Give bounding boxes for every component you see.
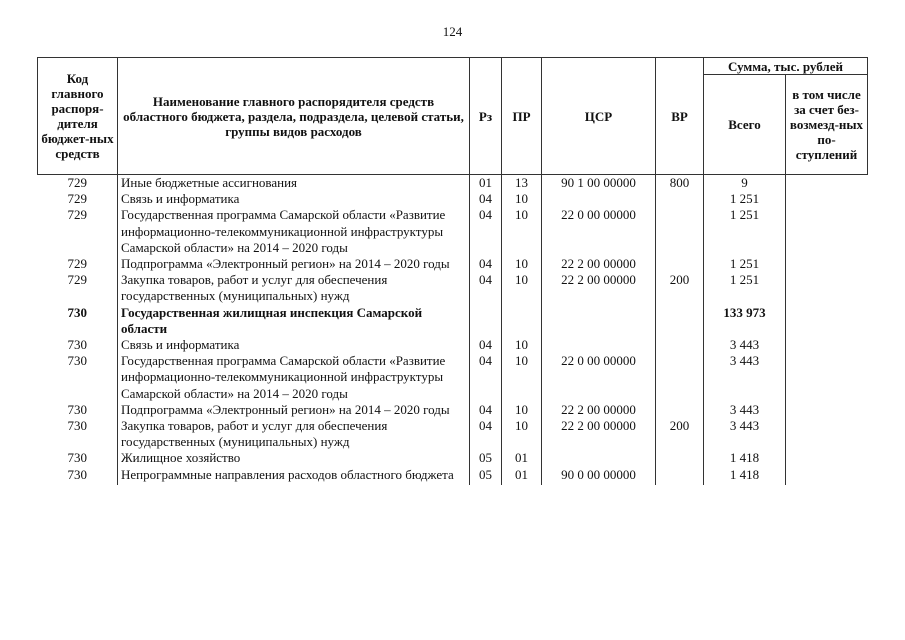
code-cell: 730 xyxy=(67,401,87,417)
rz-cell: 04 xyxy=(470,256,502,272)
incl-cell xyxy=(786,418,868,450)
header-name: Наименование главного распорядителя средств областного бюджета, раздела, подраздела, целевой статьи, группы видов расходов xyxy=(118,58,470,175)
name-cell: Государственная программа Самарской области «Развитие информационно-телекоммуникационной инфраструктуры Самарской области» на 2014 – 2020 годы xyxy=(118,207,470,256)
table-row xyxy=(38,256,868,272)
total-cell: 1 418 xyxy=(704,450,786,466)
code-cell: 730 xyxy=(67,353,87,369)
table-row xyxy=(38,175,868,192)
csr-cell: 22 2 00 00000 xyxy=(542,256,656,272)
total-cell: 133 973 xyxy=(704,305,786,337)
name-cell: Связь и информатика xyxy=(118,337,470,353)
pr-cell: 01 xyxy=(502,450,542,466)
pr-cell: 10 xyxy=(502,272,542,304)
total-cell: 1 251 xyxy=(704,272,786,304)
code-cell: 730 xyxy=(67,418,87,434)
total-cell: 3 443 xyxy=(704,353,786,402)
csr-cell: 22 0 00 00000 xyxy=(542,207,656,256)
code-cell: 730 xyxy=(67,337,87,353)
incl-cell xyxy=(786,467,868,485)
total-cell: 3 443 xyxy=(704,418,786,450)
header-rz: Рз xyxy=(470,58,502,175)
pr-cell: 10 xyxy=(502,402,542,418)
code-cell: 730 xyxy=(67,450,87,466)
csr-cell: 22 2 00 00000 xyxy=(542,418,656,450)
vr-cell xyxy=(656,467,704,485)
incl-cell xyxy=(786,207,868,256)
csr-cell xyxy=(542,305,656,337)
name-cell: Подпрограмма «Электронный регион» на 2014 – 2020 годы xyxy=(118,256,470,272)
total-cell: 3 443 xyxy=(704,402,786,418)
pr-cell: 10 xyxy=(502,256,542,272)
incl-cell xyxy=(786,272,868,304)
name-cell: Государственная жилищная инспекция Самарской области xyxy=(118,305,470,337)
vr-cell: 200 xyxy=(656,272,704,304)
incl-cell xyxy=(786,256,868,272)
csr-cell xyxy=(542,191,656,207)
pr-cell: 10 xyxy=(502,207,542,256)
name-cell: Закупка товаров, работ и услуг для обеспечения государственных (муниципальных) нужд xyxy=(118,272,470,304)
rz-cell: 04 xyxy=(470,402,502,418)
budget-table xyxy=(37,57,868,485)
vr-cell xyxy=(656,305,704,337)
code-cell: 729 xyxy=(67,207,87,223)
vr-cell: 200 xyxy=(656,418,704,450)
incl-cell xyxy=(786,353,868,402)
csr-cell: 90 0 00 00000 xyxy=(542,467,656,485)
code-cell: 729 xyxy=(67,272,87,288)
header-pr: ПР xyxy=(502,58,542,175)
csr-cell xyxy=(542,337,656,353)
incl-cell xyxy=(786,450,868,466)
table-row xyxy=(38,418,868,450)
rz-cell: 04 xyxy=(470,207,502,256)
code-cell: 729 xyxy=(67,256,87,272)
pr-cell xyxy=(502,305,542,337)
rz-cell: 04 xyxy=(470,191,502,207)
pr-cell: 13 xyxy=(502,175,542,192)
table-row xyxy=(38,450,868,466)
incl-cell xyxy=(786,337,868,353)
incl-cell xyxy=(786,402,868,418)
table-row xyxy=(38,467,868,485)
total-cell: 1 251 xyxy=(704,207,786,256)
table-row xyxy=(38,207,868,256)
rz-cell: 01 xyxy=(470,175,502,192)
name-cell: Связь и информатика xyxy=(118,191,470,207)
total-cell: 1 251 xyxy=(704,256,786,272)
header-incl: в том числе за счет без-возмезд-ных по-ступлений xyxy=(786,75,868,175)
csr-cell xyxy=(542,450,656,466)
name-cell: Закупка товаров, работ и услуг для обеспечения государственных (муниципальных) нужд xyxy=(118,418,470,450)
csr-cell: 22 2 00 00000 xyxy=(542,402,656,418)
name-cell: Государственная программа Самарской области «Развитие информационно-телекоммуникационной инфраструктуры Самарской области» на 2014 – 2020 годы xyxy=(118,353,470,402)
page-number: 124 xyxy=(442,24,463,39)
rz-cell xyxy=(470,305,502,337)
header-code: Код главного распоря-дителя бюджет-ных средств xyxy=(38,58,118,175)
table-row xyxy=(38,191,868,207)
vr-cell: 800 xyxy=(656,175,704,192)
header-sum-group: Сумма, тыс. рублей xyxy=(704,58,868,75)
name-cell: Иные бюджетные ассигнования xyxy=(118,175,470,192)
incl-cell xyxy=(786,175,868,192)
header-csr: ЦСР xyxy=(542,58,656,175)
pr-cell: 10 xyxy=(502,353,542,402)
pr-cell: 01 xyxy=(502,467,542,485)
name-cell: Жилищное хозяйство xyxy=(118,450,470,466)
code-cell: 729 xyxy=(67,191,87,207)
incl-cell xyxy=(786,305,868,337)
vr-cell xyxy=(656,402,704,418)
total-cell: 3 443 xyxy=(704,337,786,353)
vr-cell xyxy=(656,353,704,402)
table-body xyxy=(38,175,868,485)
header-total: Всего xyxy=(704,75,786,175)
incl-cell xyxy=(786,191,868,207)
table-row xyxy=(38,272,868,304)
rz-cell: 04 xyxy=(470,353,502,402)
vr-cell xyxy=(656,207,704,256)
name-cell: Подпрограмма «Электронный регион» на 2014 – 2020 годы xyxy=(118,402,470,418)
code-cell: 729 xyxy=(67,175,87,190)
vr-cell xyxy=(656,191,704,207)
vr-cell xyxy=(656,450,704,466)
pr-cell: 10 xyxy=(502,337,542,353)
table-row xyxy=(38,402,868,418)
table-row xyxy=(38,337,868,353)
csr-cell: 22 0 00 00000 xyxy=(542,353,656,402)
csr-cell: 22 2 00 00000 xyxy=(542,272,656,304)
pr-cell: 10 xyxy=(502,418,542,450)
rz-cell: 05 xyxy=(470,450,502,466)
name-cell: Непрограммные направления расходов областного бюджета xyxy=(118,467,470,485)
pr-cell: 10 xyxy=(502,191,542,207)
code-cell: 730 xyxy=(67,304,87,320)
rz-cell: 04 xyxy=(470,418,502,450)
table-row xyxy=(38,353,868,402)
total-cell: 1 418 xyxy=(704,467,786,485)
header-vr: ВР xyxy=(656,58,704,175)
code-cell: 730 xyxy=(67,466,87,482)
rz-cell: 05 xyxy=(470,467,502,485)
vr-cell xyxy=(656,256,704,272)
csr-cell: 90 1 00 00000 xyxy=(542,175,656,192)
total-cell: 1 251 xyxy=(704,191,786,207)
table-row xyxy=(38,305,868,337)
rz-cell: 04 xyxy=(470,272,502,304)
total-cell: 9 xyxy=(704,175,786,192)
rz-cell: 04 xyxy=(470,337,502,353)
vr-cell xyxy=(656,337,704,353)
